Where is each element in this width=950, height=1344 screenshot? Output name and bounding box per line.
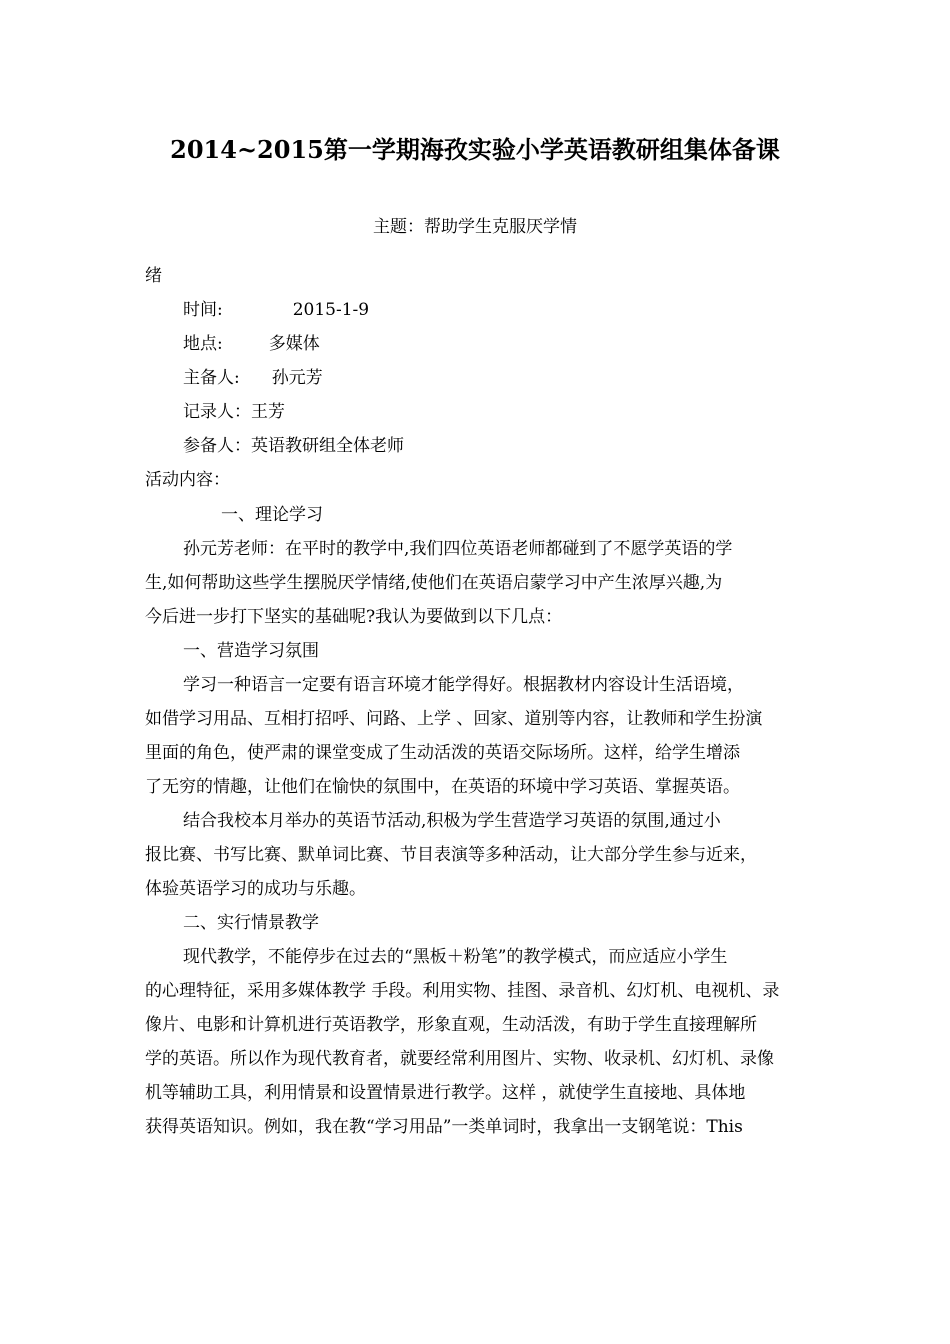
- section-heading-theory: 一、理论学习: [221, 505, 323, 525]
- body-line: 今后进一步打下坚实的基础呢?我认为要做到以下几点：: [145, 607, 563, 627]
- section-heading-atmosphere: 一、营造学习氛围: [183, 641, 319, 661]
- host-value: 孙元芳: [271, 368, 323, 388]
- time-label: 时间:: [183, 300, 223, 320]
- body-line: 像片、电影和计算机进行英语教学，形象直观，生动活泼，有助于学生直接理解所: [145, 1015, 757, 1035]
- body-line: 体验英语学习的成功与乐趣。: [145, 879, 366, 899]
- body-line: 机等辅助工具，利用情景和设置情景进行教学。这样 ，就使学生直接地、具体地: [145, 1083, 746, 1103]
- place-row: [183, 330, 320, 358]
- host-row: [183, 364, 323, 392]
- document-title: 2014~2015第一学期海孜实验小学英语教研组集体备课: [170, 135, 780, 164]
- body-line: 现代教学，不能停步在过去的“黑板＋粉笔”的教学模式，而应适应小学生: [183, 947, 728, 967]
- body-line: 生,如何帮助这些学生摆脱厌学情绪,使他们在英语启蒙学习中产生浓厚兴趣,为: [145, 573, 723, 593]
- subtitle-wrap: 绪: [145, 266, 162, 286]
- body-line: 学的英语。所以作为现代教育者，就要经常利用图片、实物、收录机、幻灯机、录像: [145, 1049, 774, 1069]
- body-line: 结合我校本月举办的英语节活动,积极为学生营造学习英语的氛围,通过小: [183, 811, 721, 831]
- body-line: 如借学习用品、互相打招呼、问路、上学 、回家、道别等内容，让教师和学生扮演: [145, 709, 763, 729]
- document-subtitle: 主题：帮助学生克服厌学情: [373, 217, 577, 237]
- section-heading-situational: 二、实行情景教学: [183, 913, 319, 933]
- activity-heading: 活动内容：: [145, 470, 230, 490]
- time-row: [183, 296, 369, 324]
- body-line: 获得英语知识。例如，我在教“学习用品”一类单词时，我拿出一支钢笔说：This: [145, 1117, 743, 1137]
- body-line: 报比赛、书写比赛、默单词比赛、节目表演等多种活动，让大部分学生参与近来，: [145, 845, 757, 865]
- recorder-row: 记录人：王芳: [183, 402, 285, 422]
- host-label: 主备人:: [183, 368, 240, 388]
- body-line: 孙元芳老师：在平时的教学中,我们四位英语老师都碰到了不愿学英语的学: [183, 539, 733, 559]
- body-line: 的心理特征，采用多媒体教学 手段。利用实物、挂图、录音机、幻灯机、电视机、录: [145, 981, 780, 1001]
- body-line: 了无穷的情趣，让他们在愉快的氛围中，在英语的环境中学习英语、掌握英语。: [145, 777, 740, 797]
- body-line: 学习一种语言一定要有语言环境才能学得好。根据教材内容设计生活语境，: [183, 675, 744, 695]
- place-value: 多媒体: [268, 334, 320, 354]
- place-label: 地点:: [183, 334, 223, 354]
- body-line: 里面的角色，使严肃的课堂变成了生动活泼的英语交际场所。这样，给学生增添: [145, 743, 740, 763]
- time-value: 2015-1-9: [292, 300, 370, 320]
- participants-row: 参备人：英语教研组全体老师: [183, 436, 404, 456]
